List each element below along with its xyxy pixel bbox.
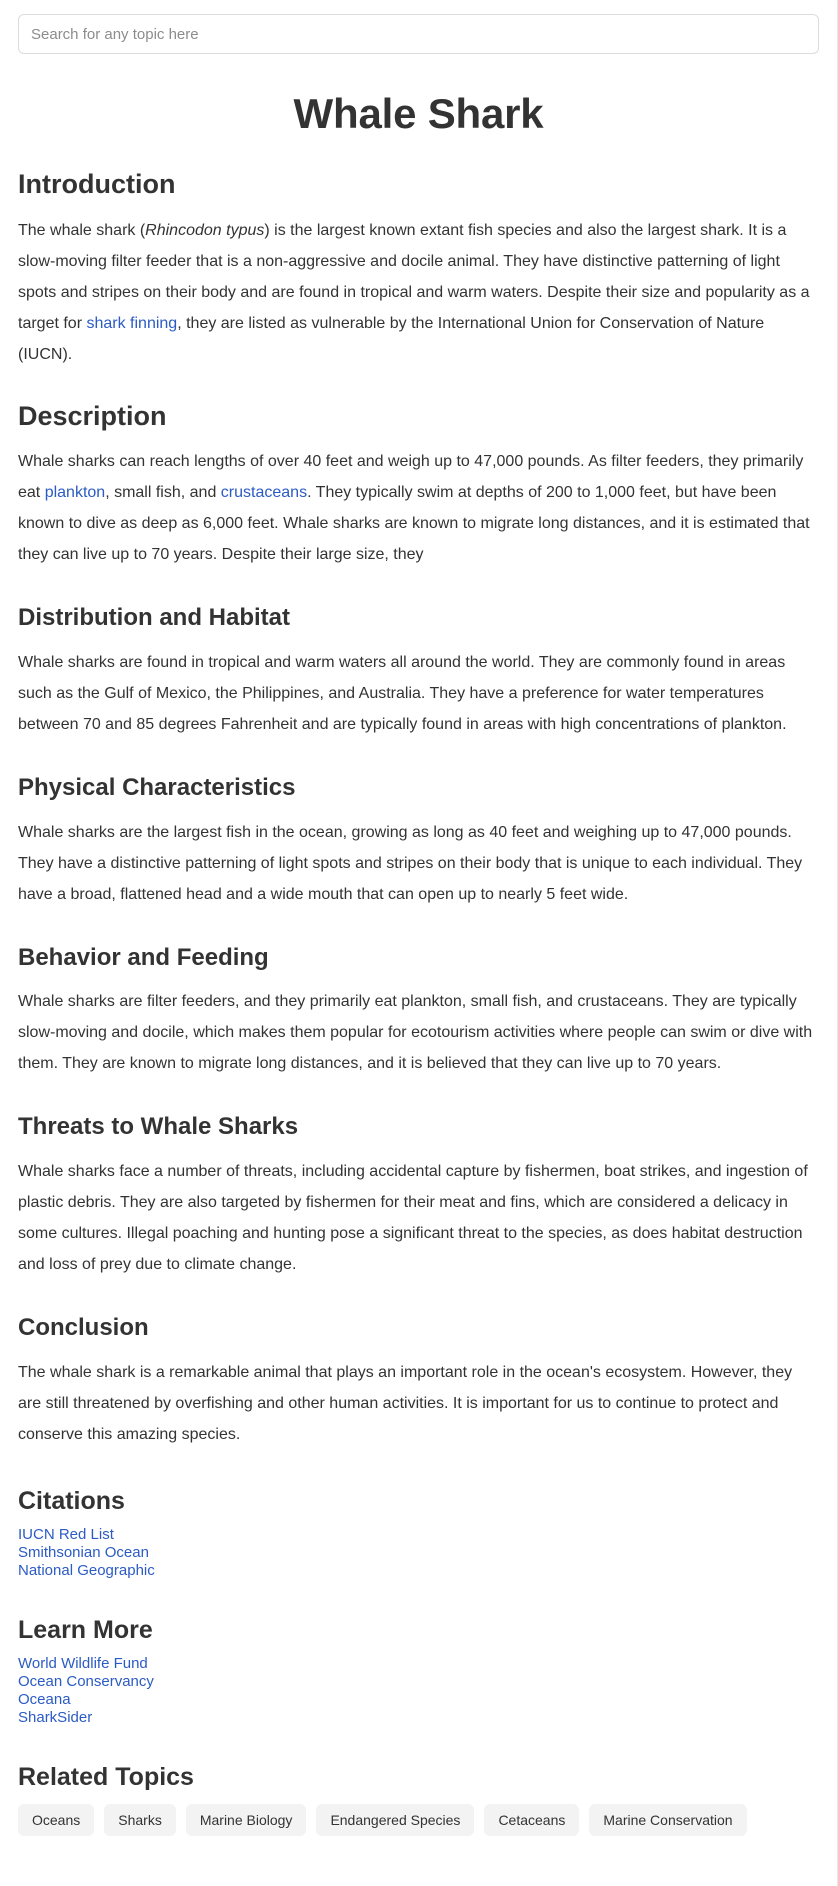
heading-citations: Citations <box>18 1487 125 1516</box>
desc-text-2: , small fish, and <box>105 484 221 502</box>
list-item <box>18 1655 821 1672</box>
learn-more-link[interactable]: World Wildlife Fund <box>18 1655 148 1673</box>
heading-related-topics: Related Topics <box>18 1763 194 1792</box>
topic-tag[interactable]: Oceans <box>18 1804 94 1836</box>
intro-text-1: The whale shark ( <box>18 221 146 239</box>
heading-physical-characteristics: Physical Characteristics <box>18 773 296 801</box>
citation-link[interactable]: IUCN Red List <box>18 1526 114 1544</box>
topic-tag[interactable]: Sharks <box>104 1804 176 1836</box>
learn-more-link[interactable]: SharkSider <box>18 1709 93 1727</box>
link-shark-finning[interactable]: shark finning <box>86 314 178 332</box>
topic-tag[interactable]: Marine Biology <box>186 1804 307 1836</box>
search-bar <box>16 14 821 54</box>
bottom-spacer <box>16 1876 821 1886</box>
citations-list <box>18 1526 821 1579</box>
paragraph-threats-to-whale-sharks: Whale sharks face a number of threats, including accidental capture by fishermen, boat strikes, and ingestion of plastic debris. They are also targeted by fishermen for their meat and fins, which are considered a delicacy in some cultures. Illegal poaching and hunting pose a significant threat to the species, as does habitat destruction and loss of prey due to climate change. <box>18 1163 808 1274</box>
heading-description: Description <box>18 400 167 431</box>
list-item <box>18 1544 821 1561</box>
heading-threats-to-whale-sharks: Threats to Whale Sharks <box>18 1113 299 1141</box>
search-input[interactable] <box>18 14 819 54</box>
desc-text-1: Whale sharks can reach lengths of over 40 feet and weigh up to 47,000 pounds. As filter feeders, they primarily eat <box>18 453 804 502</box>
topic-tag[interactable]: Endangered Species <box>316 1804 474 1836</box>
heading-introduction: Introduction <box>18 169 176 200</box>
scientific-name: Rhincodon typus <box>145 221 265 239</box>
paragraph-conclusion: The whale shark is a remarkable animal that plays an important role in the ocean's ecosystem. However, they are still threatened by overfishing and other human activities. It is important for us to continue to protect and conserve this amazing species. <box>18 1364 793 1444</box>
related-topics-tags <box>18 1804 819 1876</box>
paragraph-behavior-and-feeding: Whale sharks are filter feeders, and they primarily eat plankton, small fish, and crustaceans. They are typically slow-moving and docile, which makes them popular for ecotourism activities where people can swim or dive with them. They are known to migrate long distances, and it is believed that they can live up to 70 years. <box>18 993 813 1073</box>
learn-more-link[interactable]: Oceana <box>18 1691 71 1709</box>
desc-text-3: . They typically swim at depths of 200 to 1,000 feet, but have been known to dive as deep as 6,000 feet. Whale sharks are known to migrate long distances, and it is estimated that they can live up to 70 years. Despite their large size, they <box>18 484 810 564</box>
list-item <box>18 1691 821 1708</box>
intro-text-2: ) is the largest known extant fish species and also the largest shark. It is a slow-moving filter feeder that is a non-aggressive and docile animal. They have distinctive patterning of light spots and stripes on their body and are found in tropical and warm waters. Despite their size and popularity as a target for <box>18 221 810 332</box>
heading-distribution-and-habitat: Distribution and Habitat <box>18 604 290 632</box>
learn-more-link[interactable]: Ocean Conservancy <box>18 1673 154 1691</box>
intro-text-3: , they are listed as vulnerable by the International Union for Conservation of Nature (IUCN). <box>18 314 765 363</box>
paragraph-distribution-and-habitat: Whale sharks are found in tropical and warm waters all around the world. They are commonly found in areas such as the Gulf of Mexico, the Philippines, and Australia. They have a preference for water temperatures between 70 and 85 degrees Fahrenheit and are typically found in areas with high concentrations of plankton. <box>18 653 787 733</box>
citation-link[interactable]: National Geographic <box>18 1562 155 1580</box>
paragraph-description <box>18 446 819 570</box>
link-plankton[interactable]: plankton <box>44 484 106 502</box>
list-item <box>18 1673 821 1690</box>
link-crustaceans[interactable]: crustaceans <box>220 484 308 502</box>
citation-link[interactable]: Smithsonian Ocean <box>18 1544 149 1562</box>
list-item <box>18 1526 821 1543</box>
paragraph-physical-characteristics: Whale sharks are the largest fish in the ocean, growing as long as 40 feet and weighing up to 47,000 pounds. They have a distinctive patterning of light spots and stripes on their body that is unique to each individual. They have a broad, flattened head and a wide mouth that can open up to nearly 5 feet wide. <box>18 823 803 903</box>
learn-more-list <box>18 1655 821 1726</box>
heading-behavior-and-feeding: Behavior and Feeding <box>18 943 269 971</box>
list-item <box>18 1562 821 1579</box>
paragraph-introduction <box>18 215 819 370</box>
heading-learn-more: Learn More <box>18 1616 153 1645</box>
topic-tag[interactable]: Cetaceans <box>484 1804 579 1836</box>
topic-tag[interactable]: Marine Conservation <box>589 1804 746 1836</box>
list-item <box>18 1709 821 1726</box>
page-title: Whale Shark <box>293 90 544 137</box>
heading-conclusion: Conclusion <box>18 1314 149 1342</box>
